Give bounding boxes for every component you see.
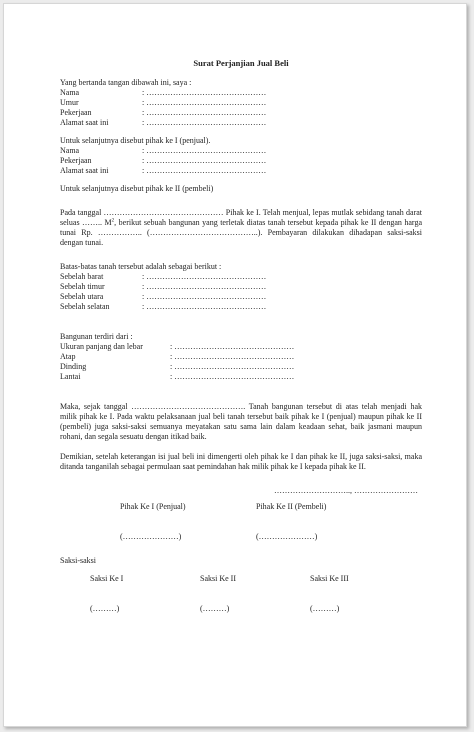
building-heading: Bangunan terdiri dari : [60,332,133,341]
field-row [60,118,422,128]
building-label: Dinding [60,362,87,371]
document-content [60,58,422,614]
boundary-dots: : ……………………………………… [142,282,267,291]
field-label: Nama [60,88,80,97]
boundary-label: Sebelah selatan [60,302,110,311]
sale-paragraph: Pada tanggal ……………………………………… Pihak ke I. Telah menjual, lepas mutlak sebidang tanah darat seluas …….. $M^2$, berikut sebuah bangunan yang terletak diatas tanah tersebut kepada pihak ke II dengan harga tunai Rp. …………….. (…………………………………..). Pembayaran dilakukan dihadapan saksi-saksi dengan tunai. [60,208,422,247]
boundary-label: Sebelah timur [60,282,105,291]
witness-3-signature-line: (………) [310,604,340,613]
field-dots: : ……………………………………… [142,156,267,165]
document-page [3,3,467,727]
field-row [60,108,422,118]
party-2-label: Pihak Ke II (Pembeli) [256,502,327,511]
party-2-block [256,502,376,542]
first-party-fields [60,88,422,128]
place-date-dots: ……………………….., …………………… [274,486,418,495]
field-label: Pekerjaan [60,108,92,117]
field-label: Nama [60,146,80,155]
building-row [60,342,422,352]
field-label: Alamat saat ini [60,166,109,175]
boundaries-list [60,272,422,312]
field-dots: : ……………………………………… [142,108,267,117]
building-row [60,352,422,362]
building-list [60,342,422,382]
witness-1-signature-line: (………) [90,604,120,613]
building-label: Lantai [60,372,81,381]
field-dots: : ……………………………………… [142,166,267,175]
field-dots: : ……………………………………… [142,88,267,97]
boundary-dots: : ……………………………………… [142,292,267,301]
building-dots: : ……………………………………… [170,352,295,361]
boundary-dots: : ……………………………………… [142,302,267,311]
second-party-fields [60,146,422,176]
field-dots: : ……………………………………… [142,118,267,127]
witness-2-block [170,574,280,614]
building-row [60,362,422,372]
area-unit-superscript: 2 [111,218,115,224]
ownership-paragraph: Maka, sejak tanggal ……………………………………. Tanah bangunan tersebut di atas telah menjadi hak milik pihak ke I. Pada waktu pelaksanaan jual beli tanah tersebut baik pihak ke I (penjual) maupun pihak ke II (pembeli) juga saksi-saksi semuanya meyatakan satu sama lain dalam keadaan sehat, baik jasmani maupun rohani, dan segala sesuatu dengan itikad baik. [60,402,422,441]
witness-3-label: Saksi Ke III [310,574,349,583]
document-title: Surat Perjanjian Jual Beli [193,58,289,68]
field-row [60,166,422,176]
field-label: Alamat saat ini [60,118,109,127]
witness-3-block [280,574,390,614]
intro-text: Yang bertanda tangan dibawah ini, saya : [60,78,192,87]
field-dots: : ……………………………………… [142,146,267,155]
building-dots: : ……………………………………… [170,362,295,371]
building-row [60,372,422,382]
party-1-block [120,502,236,542]
witness-1-label: Saksi Ke I [90,574,124,583]
building-dots: : ……………………………………… [170,342,295,351]
witness-2-signature-line: (………) [200,604,230,613]
field-label: Umur [60,98,79,107]
field-label: Pekerjaan [60,156,92,165]
place-date-line [60,486,422,496]
witness-2-label: Saksi Ke II [200,574,236,583]
boundary-dots: : ……………………………………… [142,272,267,281]
party-2-signature-line: (…………………) [256,532,318,541]
building-label: Atap [60,352,76,361]
field-row [60,146,422,156]
second-party-caption: Untuk selanjutnya disebut pihak ke II (pembeli) [60,184,214,193]
first-party-caption: Untuk selanjutnya disebut pihak ke I (penjual). [60,136,211,145]
field-row [60,156,422,166]
building-label: Ukuran panjang dan lebar [60,342,143,351]
party-signatures [60,502,422,542]
party-1-signature-line: (…………………) [120,532,182,541]
field-row [60,88,422,98]
boundary-row [60,282,422,292]
boundary-row [60,272,422,282]
boundary-label: Sebelah barat [60,272,104,281]
field-dots: : ……………………………………… [142,98,267,107]
closing-paragraph: Demikian, setelah keterangan isi jual beli ini dimengerti oleh pihak ke I dan pihak ke II, juga saksi-saksi, maka ditanda tanganilah sebagai permulaan saat pemindahan hak milik pihak ke I kepada pihak ke II. [60,452,422,471]
boundary-label: Sebelah utara [60,292,104,301]
boundaries-heading: Batas-batas tanah tersebut adalah sebagai berikut : [60,262,222,271]
field-row [60,98,422,108]
boundary-row [60,292,422,302]
witnesses-heading: Saksi-saksi [60,556,96,565]
building-dots: : ……………………………………… [170,372,295,381]
boundary-row [60,302,422,312]
witness-1-block [60,574,170,614]
party-1-label: Pihak Ke I (Penjual) [120,502,186,511]
witness-signatures [60,574,422,614]
